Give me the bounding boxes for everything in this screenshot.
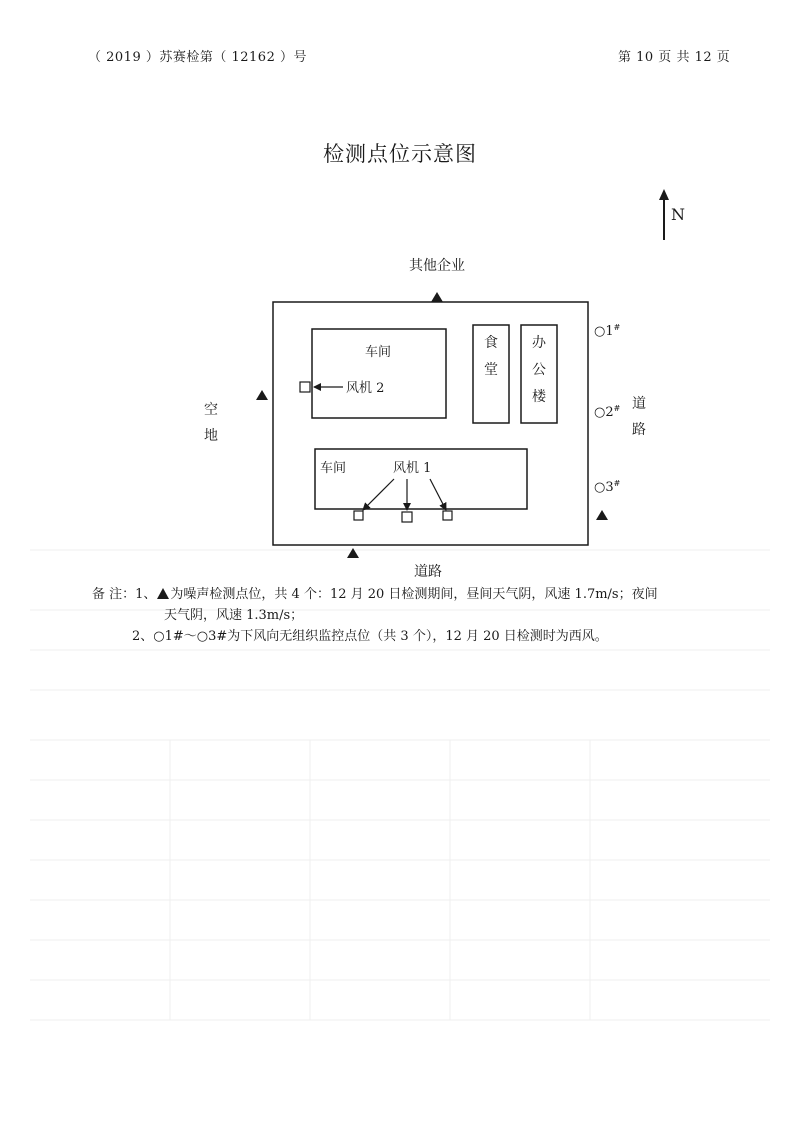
note-line-1	[92, 584, 732, 605]
noise-point-west	[256, 390, 268, 400]
monitor-point-3	[594, 479, 621, 495]
fan-1-outlet-a	[354, 511, 363, 520]
noise-point-south	[347, 548, 359, 558]
left-label-2: 地	[204, 428, 218, 444]
note-line-3: 2、○1#～○3#为下风向无组织监控点位（共 3 个），12 月 20 日检测时为西风。	[132, 629, 608, 644]
workshop-1	[312, 329, 446, 418]
office-label-1: 办	[532, 335, 546, 351]
page-indicator: 第 10 页 共 12 页	[618, 50, 731, 65]
notes-section	[92, 584, 732, 647]
workshop-2-label: 车间	[320, 461, 347, 476]
fan-1-arrow-a	[363, 479, 394, 510]
fan-2-marker	[300, 382, 310, 392]
triangle-icon	[157, 588, 169, 599]
fan-1-label: 风机 1	[393, 461, 432, 476]
right-label-2: 路	[632, 422, 646, 438]
right-label-1: 道	[632, 396, 646, 412]
note-1-text: 为噪声检测点位，共 4 个：12 月 20 日检测期间，昼间天气阴，风速 1.7m/s；夜间	[170, 587, 658, 602]
workshop-1-label: 车间	[365, 345, 392, 360]
fan-2-label: 风机 2	[346, 381, 385, 396]
monitor-point-2	[594, 404, 621, 420]
office-label-3: 楼	[532, 389, 546, 405]
note-prefix: 备 注：1、	[92, 587, 157, 602]
svg-text:○2#: ○2#	[594, 404, 621, 420]
monitor-point-1	[594, 323, 621, 339]
canteen-label-1: 食	[484, 335, 498, 351]
svg-text:○1#: ○1#	[594, 323, 621, 339]
bottom-road-label: 道路	[414, 564, 442, 580]
fan-1-arrow-c	[430, 479, 446, 510]
note-line-2: 天气阴，风速 1.3m/s；	[164, 608, 304, 623]
canteen-label-2: 堂	[484, 362, 498, 378]
fan-1-outlet-b	[402, 512, 412, 522]
noise-point-north	[431, 292, 443, 302]
fan-1-outlet-c	[443, 511, 452, 520]
svg-text:○3#: ○3#	[594, 479, 621, 495]
office-label-2: 公	[532, 362, 546, 378]
noise-point-east	[596, 510, 608, 520]
page-title: 检测点位示意图	[323, 142, 477, 166]
workshop-2	[315, 449, 527, 509]
top-neighbor-label: 其他企业	[409, 258, 465, 274]
north-label: N	[671, 205, 685, 224]
left-label-1: 空	[204, 402, 218, 418]
north-arrow	[659, 189, 685, 240]
document-number: （ 2019 ）苏赛检第（ 12162 ）号	[88, 50, 307, 65]
